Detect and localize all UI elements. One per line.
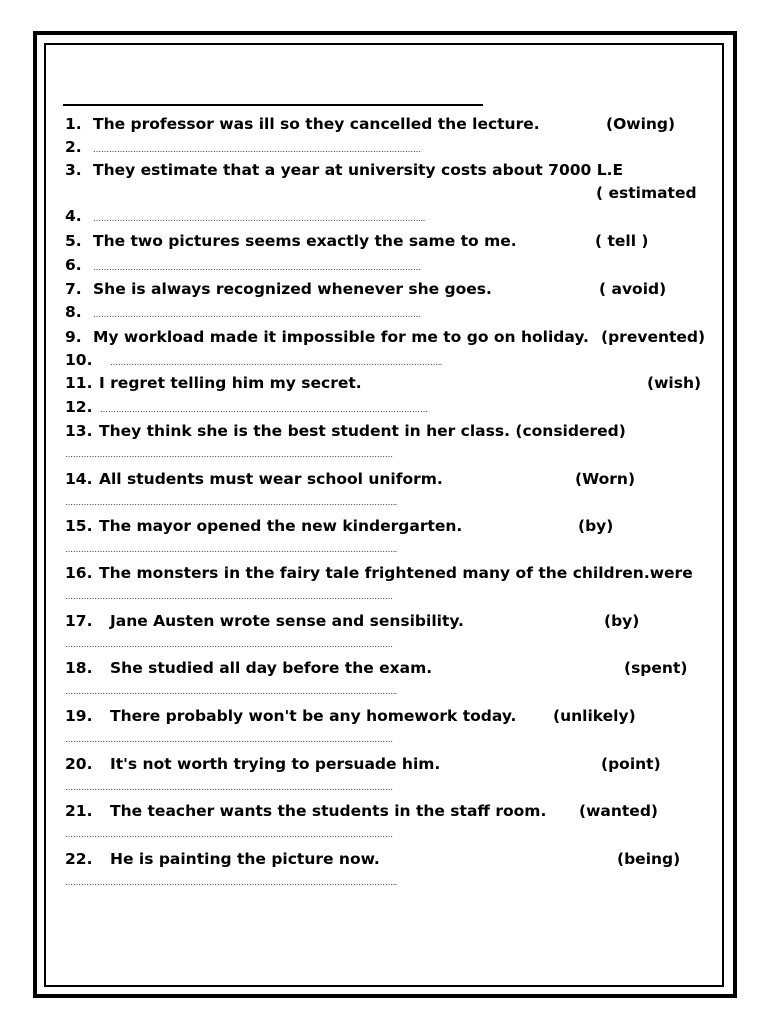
answer-dots: …………………………………………………………………………………………………………….. (65, 878, 397, 887)
exercise-cue: (considered) (515, 422, 626, 440)
exercise-21-answer (0, 823, 768, 841)
exercise-18-answer (0, 680, 768, 698)
exercise-5 (0, 232, 768, 250)
answer-line (93, 207, 425, 228)
exercise-19-answer (0, 728, 768, 746)
exercise-19 (0, 707, 768, 725)
answer-line (65, 633, 393, 654)
exercise-cue: (Worn) (575, 470, 636, 488)
exercise-sentence-group (99, 422, 626, 440)
exercise-number: 21. (65, 802, 93, 820)
exercise-18 (0, 659, 768, 677)
exercise-17 (0, 612, 768, 630)
answer-dots: …………………………………………………………………………………………………………….. (65, 687, 397, 696)
answer-dots: …………………………………………………………………………………………………………… (65, 450, 393, 459)
exercise-number: 2. (65, 138, 82, 156)
answer-line (65, 443, 393, 464)
exercise-cue: (being) (617, 850, 681, 868)
exercise-sentence: The mayor opened the new kindergarten. (99, 517, 463, 535)
exercise-15 (0, 517, 768, 535)
exercise-16-answer (0, 585, 768, 603)
exercise-cue: were (649, 564, 693, 582)
answer-line (93, 303, 421, 324)
exercise-number: 18. (65, 659, 93, 677)
answer-line (65, 728, 393, 749)
exercise-sentence: She is always recognized whenever she goes. (93, 280, 492, 298)
exercise-11 (0, 374, 768, 392)
exercise-sentence: Jane Austen wrote sense and sensibility. (110, 612, 464, 630)
exercise-4 (0, 207, 768, 225)
exercise-cue: (wanted) (579, 802, 658, 820)
answer-line (65, 823, 393, 844)
exercise-14-answer (0, 491, 768, 509)
answer-line (100, 398, 428, 419)
answer-dots: …………………………………………………………………………………………………………….. (65, 498, 397, 507)
exercise-21 (0, 802, 768, 820)
exercise-cue: (Owing) (606, 115, 676, 133)
exercise-13-answer (0, 443, 768, 461)
answer-dots: …………………………………………………………………………………………………………… (65, 830, 393, 839)
exercise-number: 16. (65, 564, 93, 582)
exercise-cue: ( avoid) (599, 280, 667, 298)
exercise-number: 22. (65, 850, 93, 868)
exercise-sentence: There probably won't be any homework today. (110, 707, 517, 725)
exercise-sentence: My workload made it impossible for me to go on holiday. (93, 328, 589, 346)
exercise-17-answer (0, 633, 768, 651)
exercise-9 (0, 328, 768, 346)
exercise-number: 14. (65, 470, 93, 488)
exercise-number: 4. (65, 207, 82, 225)
answer-dots: …………………………………………………………………………………………………………….. (65, 545, 397, 554)
answer-dots: …………………………………………………………………………………………………………….. (93, 214, 425, 223)
answer-dots: …………………………………………………………………………………………………………… (93, 263, 421, 272)
exercise-2 (0, 138, 768, 156)
answer-line (110, 351, 442, 372)
answer-line (65, 491, 397, 512)
exercise-16 (0, 564, 768, 582)
exercise-cue: (spent) (624, 659, 688, 677)
exercise-number: 19. (65, 707, 93, 725)
exercise-1 (0, 115, 768, 133)
exercise-cue: (prevented) (601, 328, 706, 346)
exercise-number: 11. (65, 374, 93, 392)
exercise-sentence-group (99, 564, 693, 582)
exercise-number: 17. (65, 612, 93, 630)
exercise-number: 3. (65, 161, 82, 179)
answer-dots: …………………………………………………………………………………………………………… (93, 145, 421, 154)
exercise-sentence: He is painting the picture now. (110, 850, 380, 868)
answer-line (65, 585, 393, 606)
exercise-number: 20. (65, 755, 93, 773)
exercise-cue: ( tell ) (595, 232, 649, 250)
exercise-22-answer (0, 871, 768, 889)
exercise-sentence: All students must wear school uniform. (99, 470, 443, 488)
answer-dots: …………………………………………………………………………………………………………… (93, 310, 421, 319)
exercise-sentence: The professor was ill so they cancelled the lecture. (93, 115, 540, 133)
exercise-number: 6. (65, 256, 82, 274)
exercise-cue: (wish) (647, 374, 702, 392)
exercise-number: 9. (65, 328, 82, 346)
exercise-13 (0, 422, 768, 440)
exercise-sentence: They think she is the best student in her class. (99, 422, 510, 440)
answer-line (93, 256, 421, 277)
exercise-number: 5. (65, 232, 82, 250)
exercise-sentence: I regret telling him my secret. (99, 374, 362, 392)
exercise-cue: (unlikely) (553, 707, 636, 725)
answer-dots: …………………………………………………………………………………………………………… (65, 640, 393, 649)
exercise-sentence: The teacher wants the students in the staff room. (110, 802, 547, 820)
exercise-15-answer (0, 538, 768, 556)
exercise-cue: (by) (604, 612, 640, 630)
exercise-cue: ( estimated (596, 184, 697, 202)
answer-line (93, 138, 421, 159)
answer-dots: …………………………………………………………………………………………………………… (65, 783, 393, 792)
answer-dots: …………………………………………………………………………………………………………… (65, 592, 393, 601)
exercise-7 (0, 280, 768, 298)
exercise-number: 8. (65, 303, 82, 321)
exercise-20-answer (0, 776, 768, 794)
exercise-sentence: They estimate that a year at university costs about 7000 L.E (93, 161, 624, 179)
exercise-20 (0, 755, 768, 773)
answer-line (65, 538, 397, 559)
exercise-sentence: She studied all day before the exam. (110, 659, 433, 677)
answer-line (65, 680, 397, 701)
exercise-3-cue-row (0, 184, 768, 202)
exercise-sentence: The two pictures seems exactly the same to me. (93, 232, 517, 250)
exercise-number: 7. (65, 280, 82, 298)
exercise-6 (0, 256, 768, 274)
exercise-sentence: It's not worth trying to persuade him. (110, 755, 441, 773)
exercise-number: 10. (65, 351, 93, 369)
exercise-cue: (point) (601, 755, 661, 773)
exercise-number: 13. (65, 422, 93, 440)
exercise-number: 15. (65, 517, 93, 535)
exercise-cue: (by) (578, 517, 614, 535)
exercise-22 (0, 850, 768, 868)
exercise-12 (0, 398, 768, 416)
title-underline (63, 104, 483, 106)
exercise-number: 1. (65, 115, 82, 133)
exercise-sentence: The monsters in the fairy tale frightened many of the children. (99, 564, 650, 582)
exercise-8 (0, 303, 768, 321)
answer-line (65, 776, 393, 797)
answer-dots: …………………………………………………………………………………………………………….. (110, 358, 442, 367)
exercise-3 (0, 161, 768, 179)
answer-dots: …………………………………………………………………………………………………………… (100, 405, 428, 414)
answer-dots: …………………………………………………………………………………………………………… (65, 735, 393, 744)
exercise-10 (0, 351, 768, 369)
answer-line (65, 871, 397, 892)
exercise-14 (0, 470, 768, 488)
exercise-number: 12. (65, 398, 93, 416)
